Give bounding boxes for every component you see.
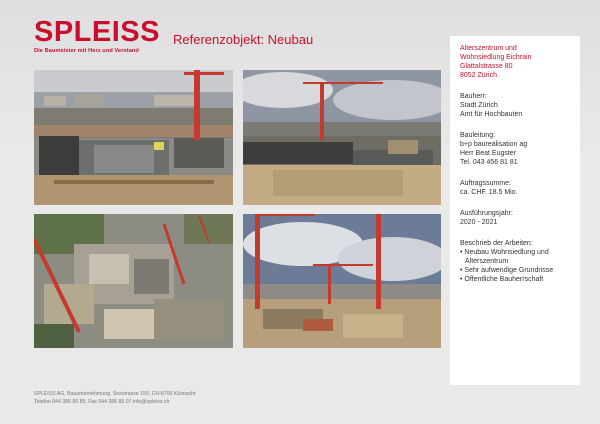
beschrieb-item: • Öffentliche Bauherrschaft	[460, 276, 544, 283]
bauherr-value: Amt für Hochbauten	[460, 111, 523, 118]
page-title: Referenzobjekt: Neubau	[173, 32, 314, 47]
project-address-line: Wohnsiedlung Eichrain	[460, 54, 532, 61]
photo-cranes-view	[243, 214, 441, 348]
bauleitung-value: Herr Beat Eugster	[460, 150, 517, 157]
project-address-line: Alterszentrum und	[460, 45, 517, 52]
footer	[34, 390, 196, 406]
bauherr-value: Stadt Zürich	[460, 102, 498, 109]
spleiss-logo	[34, 16, 160, 58]
bauleitung-value: b+p baurealisation ag	[460, 141, 528, 148]
ausfuehrungsjahr-value: 2020 - 2021	[460, 219, 498, 226]
bauleitung-value: Tel. 043 456 81 81	[460, 159, 518, 166]
beschrieb-item: • Sehr aufwendige Grundrisse	[460, 267, 554, 274]
project-address-line: Glattalstrasse 80	[460, 63, 513, 70]
ausfuehrungsjahr-label: Ausführungsjahr:	[460, 210, 513, 217]
project-info-panel	[450, 36, 580, 385]
photo-construction-site-2	[243, 70, 441, 205]
footer-address: SPLEISS AG, Bauunternehmung, Seestrasse 159, CH-8700 Küsnacht	[34, 391, 196, 397]
project-address-line: 8052 Zürich	[460, 72, 497, 79]
logo-wordmark: SPLEISS	[34, 16, 160, 48]
auftragssumme-label: Auftragssumme:	[460, 180, 511, 187]
photo-aerial-view	[34, 214, 233, 348]
auftragssumme-value: ca. CHF. 18.5 Mio.	[460, 189, 518, 196]
bauleitung-label: Bauleitung:	[460, 132, 496, 139]
bauherr-label: Bauherr:	[460, 93, 487, 100]
logo-tagline: Die Baumeister mit Herz und Verstand	[34, 48, 139, 54]
beschrieb-label: Beschrieb der Arbeiten:	[460, 240, 533, 247]
beschrieb-item: • Neubau Wohnsiedlung und	[460, 249, 549, 256]
photo-construction-site-1	[34, 70, 233, 205]
beschrieb-item: Alterszentrum	[465, 258, 509, 265]
footer-contact: Telefon 044 386 85 85, Fax 044 386 85 07 info@spleiss.ch	[34, 399, 170, 405]
